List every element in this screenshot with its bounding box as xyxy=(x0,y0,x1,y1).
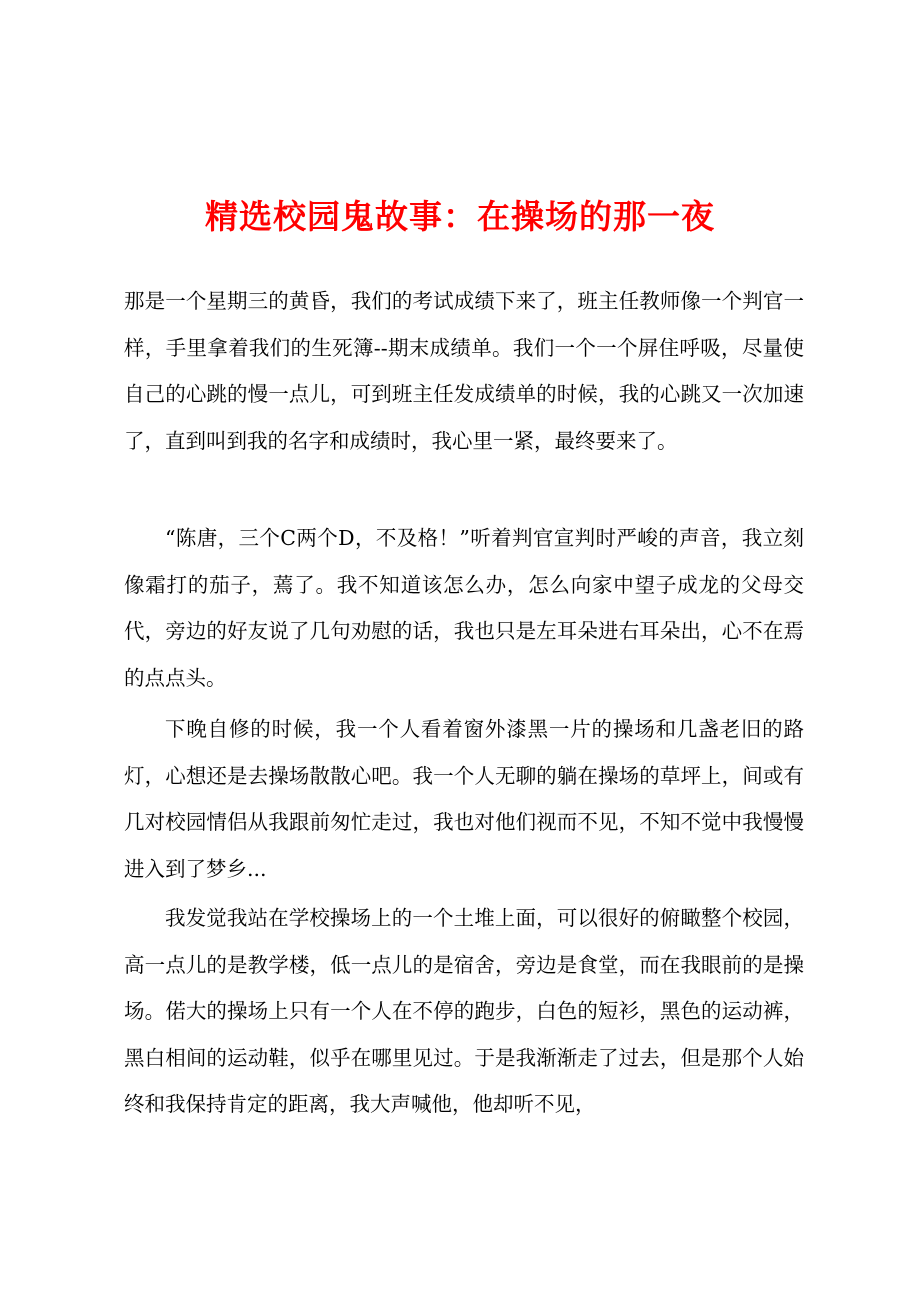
document-title: 精选校园鬼故事：在操场的那一夜 xyxy=(205,197,715,236)
paragraph-1: 那是一个星期三的黄昏，我们的考试成绩下来了，班主任教师像一个判官一样，手里拿着我们的生死簿--期末成绩单。我们一个一个屏住呼吸，尽量使自己的心跳的慢一点儿，可到班主任发成绩单的时候，我的心跳又一次加速了，直到叫到我的名字和成绩时，我心里一紧，最终要来了。 xyxy=(124,289,804,453)
paragraph-4: 我发觉我站在学校操场上的一个土堆上面，可以很好的俯瞰整个校园，高一点儿的是教学楼，低一点儿的是宿舍，旁边是食堂，而在我眼前的是操场。偌大的操场上只有一个人在不停的跑步，白色的短衫，黑色的运动裤，黑白相间的运动鞋，似乎在哪里见过。于是我渐渐走了过去，但是那个人始终和我保持肯定的距离，我大声喊他，他却听不见， xyxy=(124,906,804,1116)
paragraph-2: “陈唐，三个C两个D，不及格！”听着判官宣判时严峻的声音，我立刻像霜打的茄子，蔫了。我不知道该怎么办，怎么向家中望子成龙的父母交代，旁边的好友说了几句劝慰的话，我也只是左耳朵进右耳朵出，心不在焉的点点头。 xyxy=(124,526,804,690)
paragraph-3: 下晚自修的时候，我一个人看着窗外漆黑一片的操场和几盏老旧的路灯，心想还是去操场散散心吧。我一个人无聊的躺在操场的草坪上，间或有几对校园情侣从我跟前匆忙走过，我也对他们视而不见，不知不觉中我慢慢进入到了梦乡... xyxy=(124,717,804,881)
